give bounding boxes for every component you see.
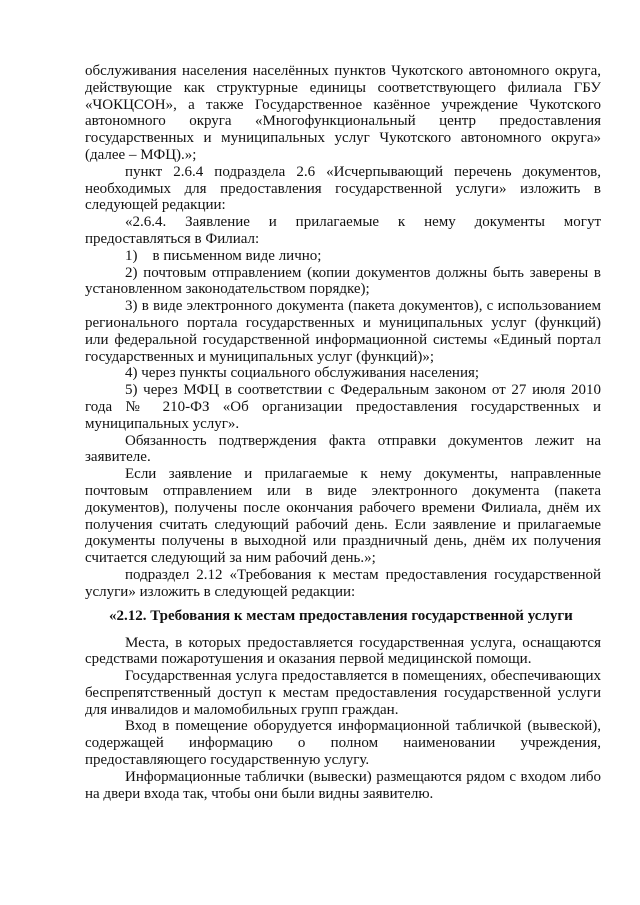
paragraph-2-6-4-intro: «2.6.4. Заявление и прилагаемые к нему документы могут предоставляться в Филиал: [85, 214, 601, 247]
paragraph-clause-2-12: подраздел 2.12 «Требования к местам предоставления государственной услуги» изложить в следующей редакции: [85, 566, 601, 600]
paragraph-clause-2-6-4: пункт 2.6.4 подраздела 2.6 «Исчерпывающий перечень документов, необходимых для предоставления государственной услуги» изложить в следующей редакции: [85, 163, 601, 214]
list-item-1: 1) в письменном виде лично; [125, 247, 322, 264]
section-heading-2-12: «2.12. Требования к местам предоставления государственной услуги [109, 607, 573, 624]
paragraph-receipt-timing: Если заявление и прилагаемые к нему документы, направленные почтовым отправлением или в виде электронного документа (пакета документов), получены после окончания рабочего времени Филиала, днём их получения считать следующий рабочий день. Если заявление и прилагаемые документы получены в выходной или праздничный день, днём их получения считается следующий за ним рабочий день.»; [85, 466, 601, 567]
document-body [85, 63, 601, 802]
list-item-5: 5) через МФЦ в соответствии с Федеральным законом от 27 июля 2010 года № 210-ФЗ «Об организации предоставления государственных и муниципальных услуг». [85, 382, 601, 432]
paragraph-mfc-definition: обслуживания населения населённых пунктов Чукотского автономного округа, действующие как структурные единицы соответствующего филиала ГБУ «ЧОКЦСОН», а также Государственное казённое учреждение Чукотского автономного округа «Многофункциональный центр предоставления государственных и муниципальных услуг Чукотского автономного округа» (далее – МФЦ).»; [85, 63, 601, 163]
paragraph-accessibility: Государственная услуга предоставляется в помещениях, обеспечивающих беспрепятственный доступ к местам предоставления государственной услуги для инвалидов и маломобильных групп граждан. [85, 668, 601, 718]
paragraph-entrance-sign: Вход в помещение оборудуется информационной табличкой (вывеской), содержащей информацию о полном наименовании учреждения, предоставляющего государственную услугу. [85, 718, 601, 769]
list-item-4: 4) через пункты социального обслуживания населения; [125, 365, 480, 382]
paragraph-places-equipment: Места, в которых предоставляется государственная услуга, оснащаются средствами пожаротушения и оказания первой медицинской помощи. [85, 634, 601, 668]
paragraph-sign-placement: Информационные таблички (вывески) размещаются рядом с входом либо на двери входа так, чтобы они были видны заявителю. [85, 768, 601, 802]
paragraph-obligation: Обязанность подтверждения факта отправки документов лежит на заявителе. [85, 432, 601, 466]
list-item-3: 3) в виде электронного документа (пакета документов), с использованием регионального портала государственных и муниципальных услуг (функций) или федеральной государственной информационной системы «Единый портал государственных и муниципальных услуг (функций)»; [85, 298, 601, 365]
list-item-2: 2) почтовым отправлением (копии документов должны быть заверены в установленном законодательством порядке); [85, 264, 601, 298]
